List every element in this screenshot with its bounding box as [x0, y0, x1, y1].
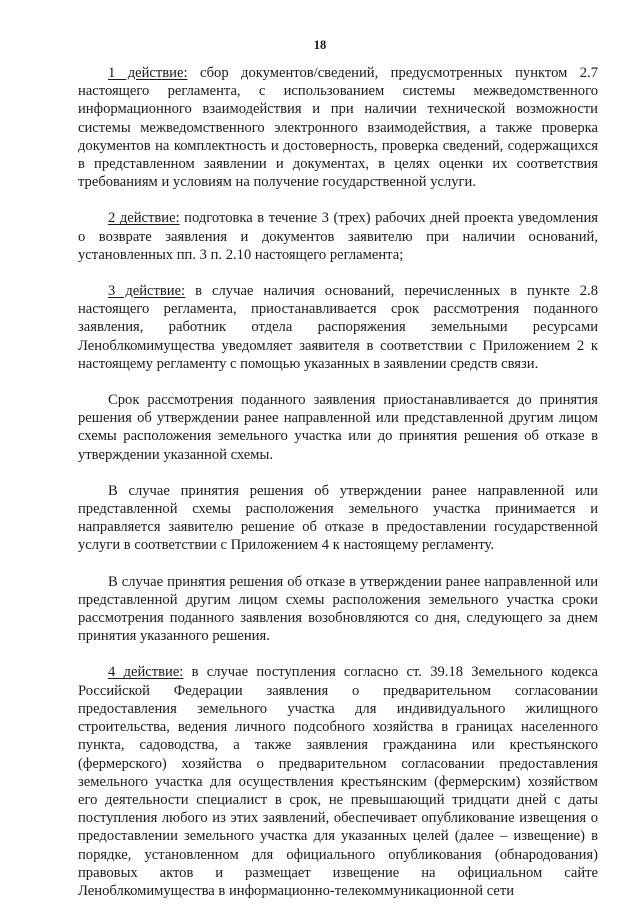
- action-label: 1 действие:: [108, 65, 188, 81]
- paragraph-text: Срок рассмотрения поданного заявления приостанавливается до принятия решения об утверждении ранее направленной или представленной другим лицом схемы расположения земельного участка или до принятия решения об отказе в утверждении указанной схемы.: [78, 392, 598, 463]
- paragraph-approval-case: [78, 482, 598, 555]
- action-label: 3 действие:: [108, 283, 186, 300]
- action-label: 4 действие:: [108, 664, 184, 681]
- paragraph-text: сбор документов/сведений, предусмотренных пунктом 2.7 настоящего регламента, с использованием системы межведомственного информационного взаимодействия и при наличии технической возможности системы межведомственного электронного взаимодействия, а также проверка документов на комплектность и достоверность, проверка сведений, содержащихся в представленном заявлении и документах, в целях оценки их соответствия требованиям и условиям на получение государственной услуги.: [78, 65, 599, 191]
- paragraph-text: В случае принятия решения об утверждении ранее направленной или представленной схемы расположения земельного участка принимается и направляется заявителю решение об отказе в предоставлении государственной услуги в соответствии с Приложением 4 к настоящему регламенту.: [78, 482, 598, 554]
- action-label: 2 действие:: [108, 210, 180, 227]
- paragraph-text: В случае принятия решения об отказе в утверждении ранее направленной или представленной другим лицом схемы расположения земельного участка сроки рассмотрения поданного заявления возобновляются со дня, следующего за днем принятия указанного решения.: [78, 573, 598, 645]
- paragraph-action-3: [78, 282, 598, 373]
- paragraph-action-4: [78, 663, 598, 900]
- paragraph-suspension-term: [78, 391, 598, 464]
- document-body: [78, 64, 598, 900]
- paragraph-action-2: [78, 209, 598, 264]
- paragraph-text: в случае наличия оснований, перечисленных в пункте 2.8 настоящего регламента, приостанавливается срок рассмотрения поданного заявления, работник отдела распоряжения земельными ресурсами Леноблкомимущества уведомляет заявителя в соответствии с Приложением 2 к настоящему регламенту с помощью указанных в заявлении средств связи.: [78, 283, 598, 372]
- paragraph-text: в случае поступления согласно ст. 39.18 Земельного кодекса Российской Федерации заявления о предварительном согласовании предоставления земельного участка для индивидуального жилищного строительства, ведения личного подсобного хозяйства в границах населенного пункта, садоводства, а также заявления гражданина или крестьянского (фермерского) хозяйства о предварительном согласовании предоставления земельного участка для осуществления крестьянским (фермерским) хозяйством его деятельности специалист в срок, не превышающий тридцати дней с даты поступления любого из этих заявлений, обеспечивает опубликование извещения о предоставлении земельного участка для указанных целей (далее – извещение) в порядке, установленном для официального опубликования (обнародования) правовых актов и размещает извещение на официальном сайте Леноблкомимущества в информационно-телекоммуникационной сети: [78, 664, 598, 899]
- paragraph-text: подготовка в течение 3 (трех) рабочих дней проекта уведомления о возврате заявления и документов заявителю при наличии оснований, установленных пп. 3 п. 2.10 настоящего регламента;: [78, 210, 598, 263]
- paragraph-action-1: [78, 64, 598, 191]
- paragraph-refusal-case: [78, 573, 598, 646]
- page-number: 18: [313, 38, 327, 52]
